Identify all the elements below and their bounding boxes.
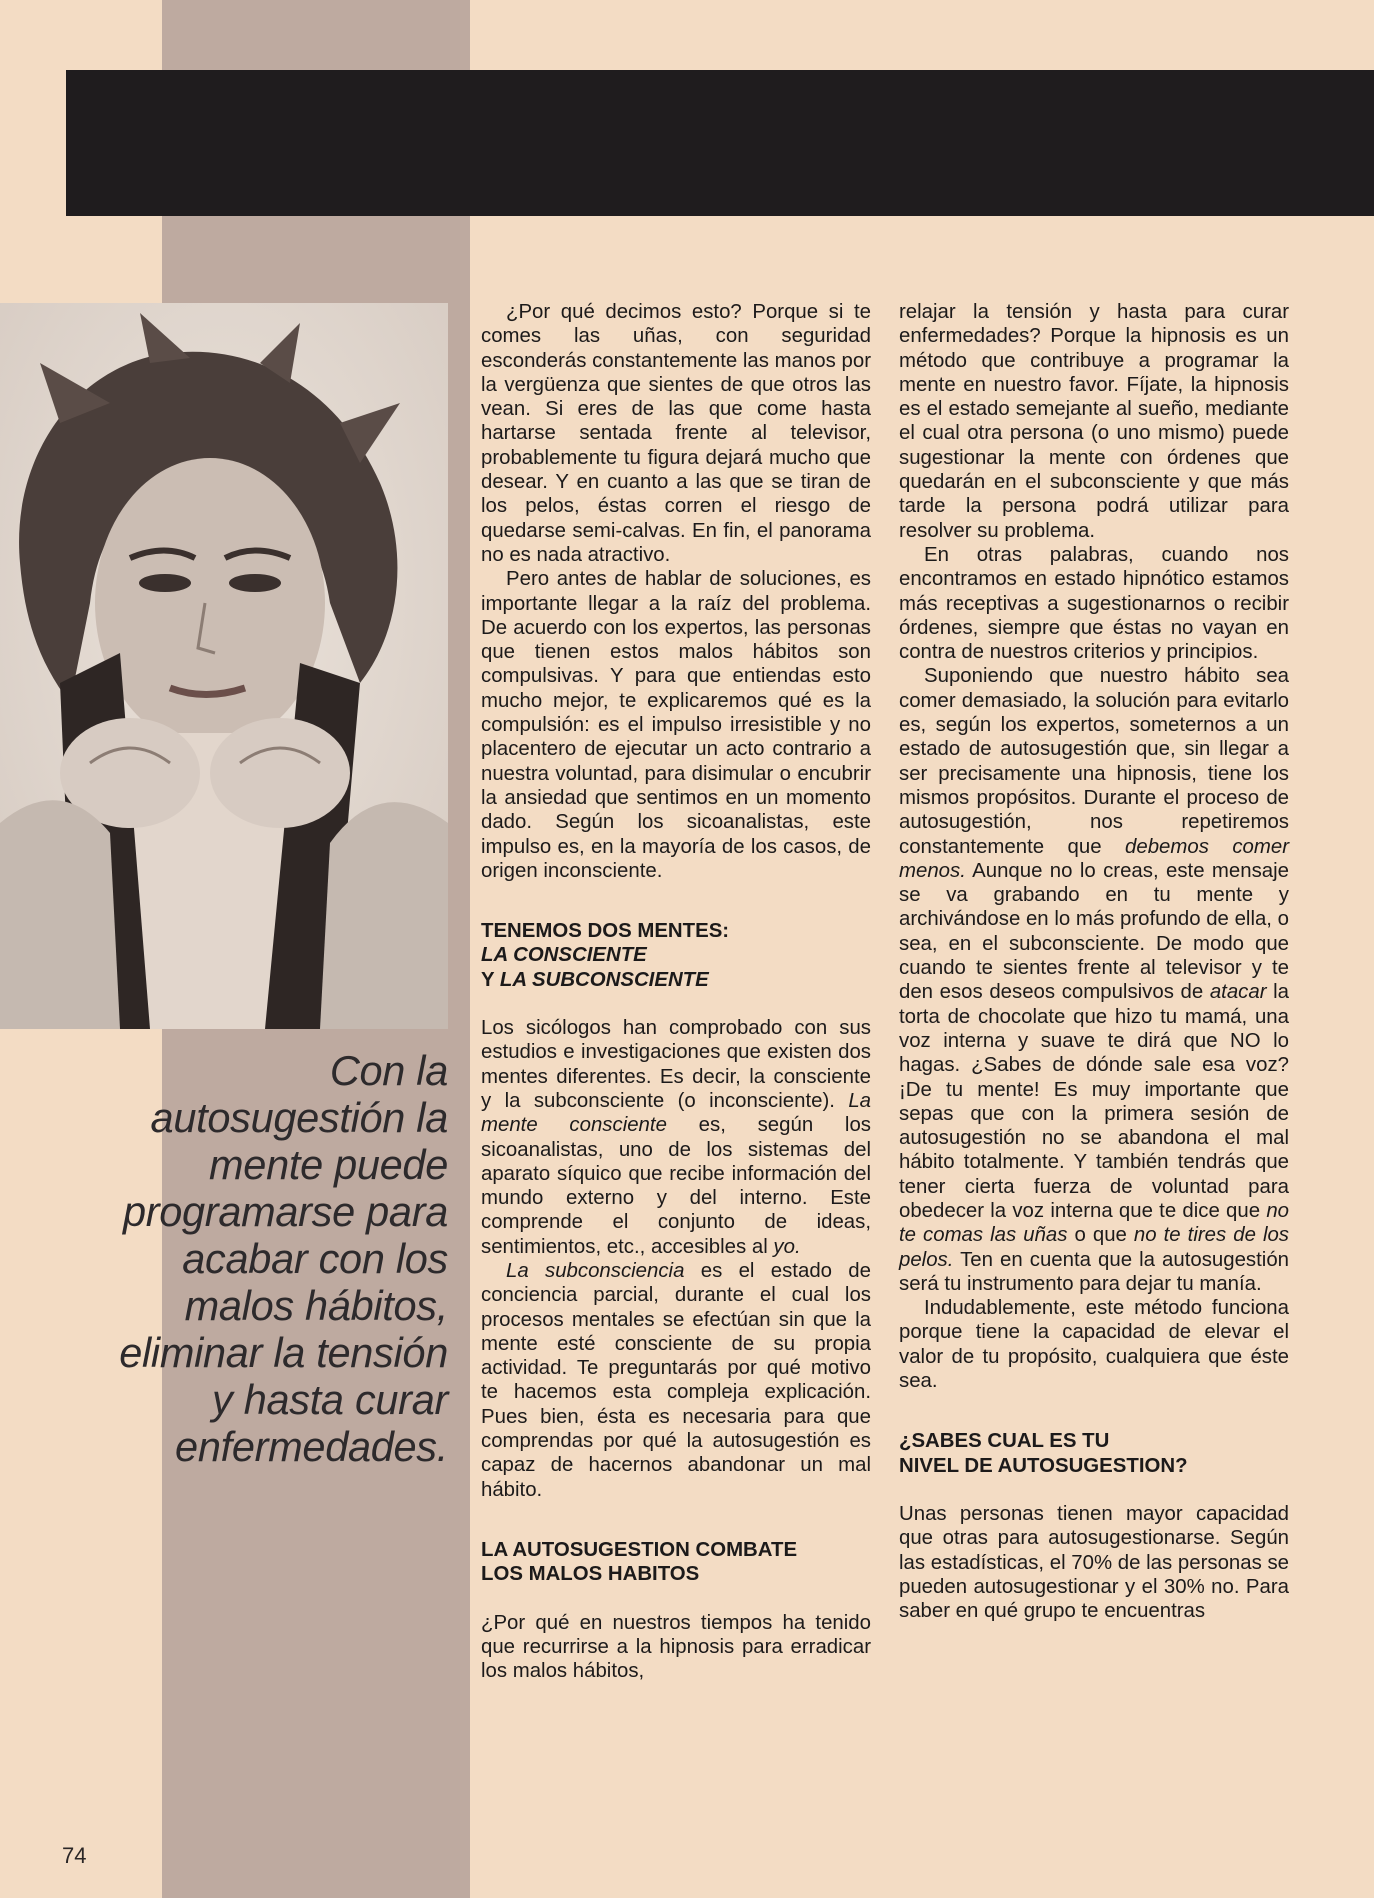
section-heading: ¿SABES CUAL ES TU NIVEL DE AUTOSUGESTION? xyxy=(899,1430,1188,1477)
paragraph: ¿Por qué decimos esto? Porque si te comes las uñas, con seguridad esconderás constantemente las manos por la vergüenza que sientes de que otros las vean. Si eres de las que come hasta hartarse sentada frente al televisor, probablemente tu figura dejará mucho que desear. Y en cuanto a las que se tiran de los pelos, éstas corren el riesgo de quedarse semi-calvas. En fin, el panorama no es nada atractivo. xyxy=(481,301,871,566)
section-heading: TENEMOS DOS MENTES: LA CONSCIENTE Y LA SUBCONSCIENTE xyxy=(481,920,730,991)
pull-quote-line: programarse para xyxy=(122,1188,448,1235)
paragraph: Suponiendo que nuestro hábito sea comer demasiado, la solución para evitarlo es, según los expertos, someternos a un estado de autosugestión que, sin llegar a ser precisamente una hipnosis, tiene los mismos propósitos. Durante el proceso de autosugestión, nos repetiremos constantemente que debemos comer menos. Aunque no lo creas, este mensaje se va grabando en tu mente y archivándose en lo más profundo de ella, o sea, en el subconsciente. De modo que cuando te sientes frente al televisor y te den esos deseos compulsivos de atacar la torta de chocolate que hizo tu mamá, una voz interna y suave te dirá que NO lo hagas. ¿Sabes de dónde sale esa voz? ¡De tu mente! Es muy importante que sepas que con la primera sesión de autosugestión no se abandona el mal hábito totalmente. Y también tendrás que tener cierta fuerza de voluntad para obedecer la voz interna que te dice que no te comas las uñas o que no te tires de los pelos. Ten en cuenta que la autosugestión será tu instrumento para dejar tu manía. xyxy=(899,665,1290,1295)
pull-quote-line: autosugestión la xyxy=(150,1094,448,1141)
paragraph: relajar la tensión y hasta para curar enfermedades? Porque la hipnosis es un método que contribuye a programar la mente en nuestro favor. Fíjate, la hipnosis es el estado semejante al sueño, mediante el cual otra persona (o uno mismo) puede sugestionar la mente con órdenes que quedarán en el subconsciente y que más tarde la persona podrá utilizar para resolver su problema. xyxy=(899,301,1289,542)
paragraph: En otras palabras, cuando nos encontramos en estado hipnótico estamos más receptivas a sugestionarnos o recibir órdenes, siempre que éstas no vayan en contra de nuestros criterios y principios. xyxy=(899,543,1289,664)
pull-quote-line: acabar con los xyxy=(182,1235,448,1282)
paragraph: Unas personas tienen mayor capacidad que otras para autosugestionarse. Según las estadísticas, el 70% de las personas se pueden autosugestionar y el 30% no. Para saber en qué grupo te encuentras xyxy=(899,1502,1289,1623)
black-header-bar xyxy=(66,70,1374,216)
paragraph: Indudablemente, este método funciona porque tiene la capacidad de elevar el valor de tu propósito, cualquiera que éste sea. xyxy=(899,1297,1289,1393)
portrait-photo xyxy=(0,303,448,1029)
article-column-2 xyxy=(899,300,1289,1623)
pull-quote-line: eliminar la tensión xyxy=(119,1329,448,1376)
pull-quote-line: mente puede xyxy=(209,1141,448,1188)
article-column-1 xyxy=(481,300,871,1683)
pull-quote-line: enfermedades. xyxy=(175,1423,448,1470)
pull-quote-line: malos hábitos, xyxy=(184,1282,448,1329)
page-number: 74 xyxy=(62,1843,87,1868)
paragraph: Pero antes de hablar de soluciones, es importante llegar a la raíz del problema. De acuerdo con los expertos, las personas que tienen estos malos hábitos son compulsivas. Y para que entiendas esto mucho mejor, te explicaremos qué es la compulsión: es el impulso irresistible y no placentero de ejecutar un acto contrario a nuestra voluntad, para disimular o encubrir la ansiedad que sentimos en un momento dado. Según los sicoanalistas, este impulso es, en la mayoría de los casos, de origen inconsciente. xyxy=(481,568,871,882)
section-heading: LA AUTOSUGESTION COMBATE LOS MALOS HABITOS xyxy=(481,1538,798,1586)
paragraph: Los sicólogos han comprobado con sus estudios e investigaciones que existen dos mentes diferentes. Es decir, la consciente y la subconsciente (o inconsciente). La mente consciente es, según los sicoanalistas, uno de los sistemas del aparato síquico que recibe información del mundo externo y del interno. Este comprende el conjunto de ideas, sentimientos, etc., accesibles al yo. xyxy=(481,1017,871,1258)
pull-quote xyxy=(40,1047,448,1470)
pull-quote-line: y hasta curar xyxy=(212,1376,448,1423)
paragraph: La subconsciencia es el estado de conciencia parcial, durante el cual los procesos mentales se efectúan sin que la mente esté consciente de su propia actividad. Te preguntarás por qué motivo te hacemos esta compleja explicación. Pues bien, ésta es necesaria para que comprendas por qué la autosugestión es capaz de hacernos abandonar un mal hábito. xyxy=(481,1259,871,1501)
paragraph: ¿Por qué en nuestros tiempos ha tenido que recurrirse a la hipnosis para erradicar los malos hábitos, xyxy=(481,1611,871,1683)
pull-quote-line: Con la xyxy=(329,1047,448,1094)
